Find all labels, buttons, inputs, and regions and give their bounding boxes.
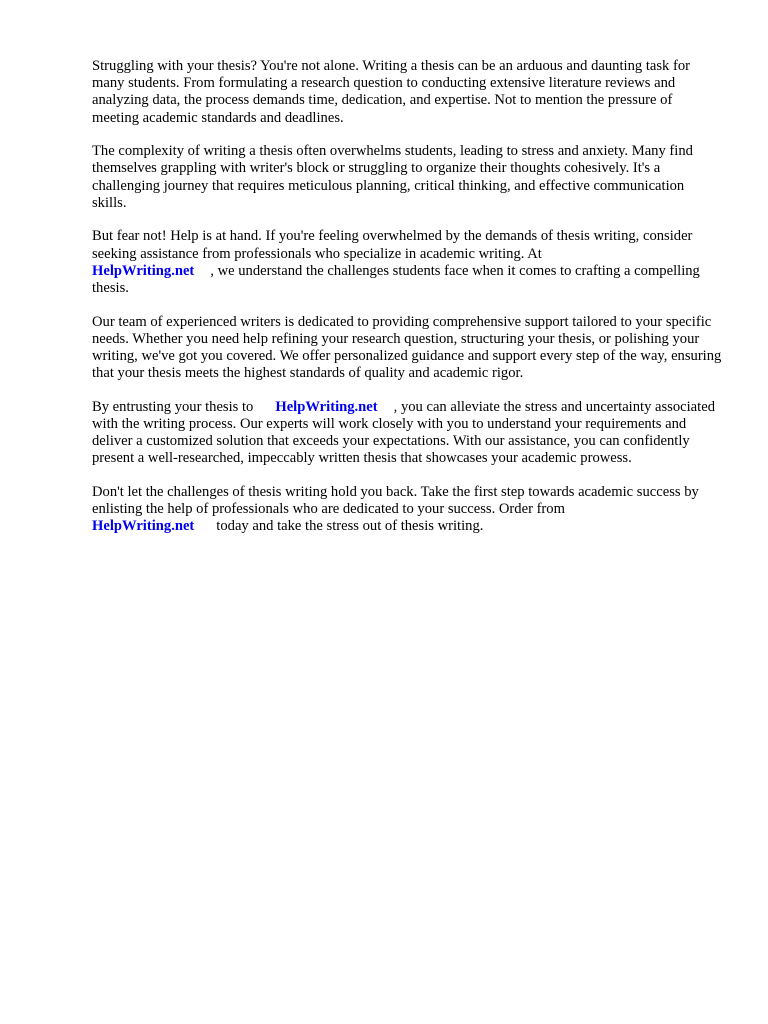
paragraph-team: Our team of experienced writers is dedicated to providing comprehensive support tailored to your specific needs. Whether you need help refining your research question, structuring your thesis, or polishing your writing, we've got you covered. We offer personalized guidance and support every step of the way, ensuring that your thesis meets the highest standards of quality and academic rigor. [92, 313, 722, 382]
paragraph-help [92, 228, 722, 297]
paragraph-closing-text-before: Don't let the challenges of thesis writing hold you back. Take the first step towards academic success by enlisting the help of professionals who are dedicated to your success. Order from [92, 484, 699, 518]
helpwriting-link[interactable]: HelpWriting.net [275, 398, 378, 415]
paragraph-entrust-text-before: By entrusting your thesis to [92, 398, 254, 415]
paragraph-help-text-before: But fear not! Help is at hand. If you're feeling overwhelmed by the demands of thesis writing, consider seeking assistance from professionals who specialize in academic writing. At [92, 228, 693, 262]
helpwriting-link[interactable]: HelpWriting.net [92, 262, 195, 279]
paragraph-closing [92, 484, 722, 536]
paragraph-entrust [92, 399, 722, 468]
paragraph-closing-text-after: today and take the stress out of thesis writing. [216, 518, 484, 535]
paragraph-help-text-after: , we understand the challenges students face when it comes to crafting a compelling thesis. [92, 262, 700, 297]
paragraph-entrust-text-after: , you can alleviate the stress and uncertainty associated with the writing process. Our experts will work closely with you to understand your requirements and deliver a customized solution that exceeds your expectations. With our assistance, you can confidently present a well-researched, impeccably written thesis that showcases your academic prowess. [92, 398, 715, 467]
paragraph-intro: Struggling with your thesis? You're not alone. Writing a thesis can be an arduous and daunting task for many students. From formulating a research question to conducting extensive literature reviews and analyzing data, the process demands time, dedication, and expertise. Not to mention the pressure of meeting academic standards and deadlines. [92, 58, 690, 126]
paragraph-complexity: The complexity of writing a thesis often overwhelms students, leading to stress and anxiety. Many find themselves grappling with writer's block or struggling to organize their thoughts cohesively. It's a challenging journey that requires meticulous planning, critical thinking, and effective communication skills. [92, 143, 693, 211]
document-page [92, 58, 722, 552]
helpwriting-link[interactable]: HelpWriting.net [92, 518, 195, 535]
